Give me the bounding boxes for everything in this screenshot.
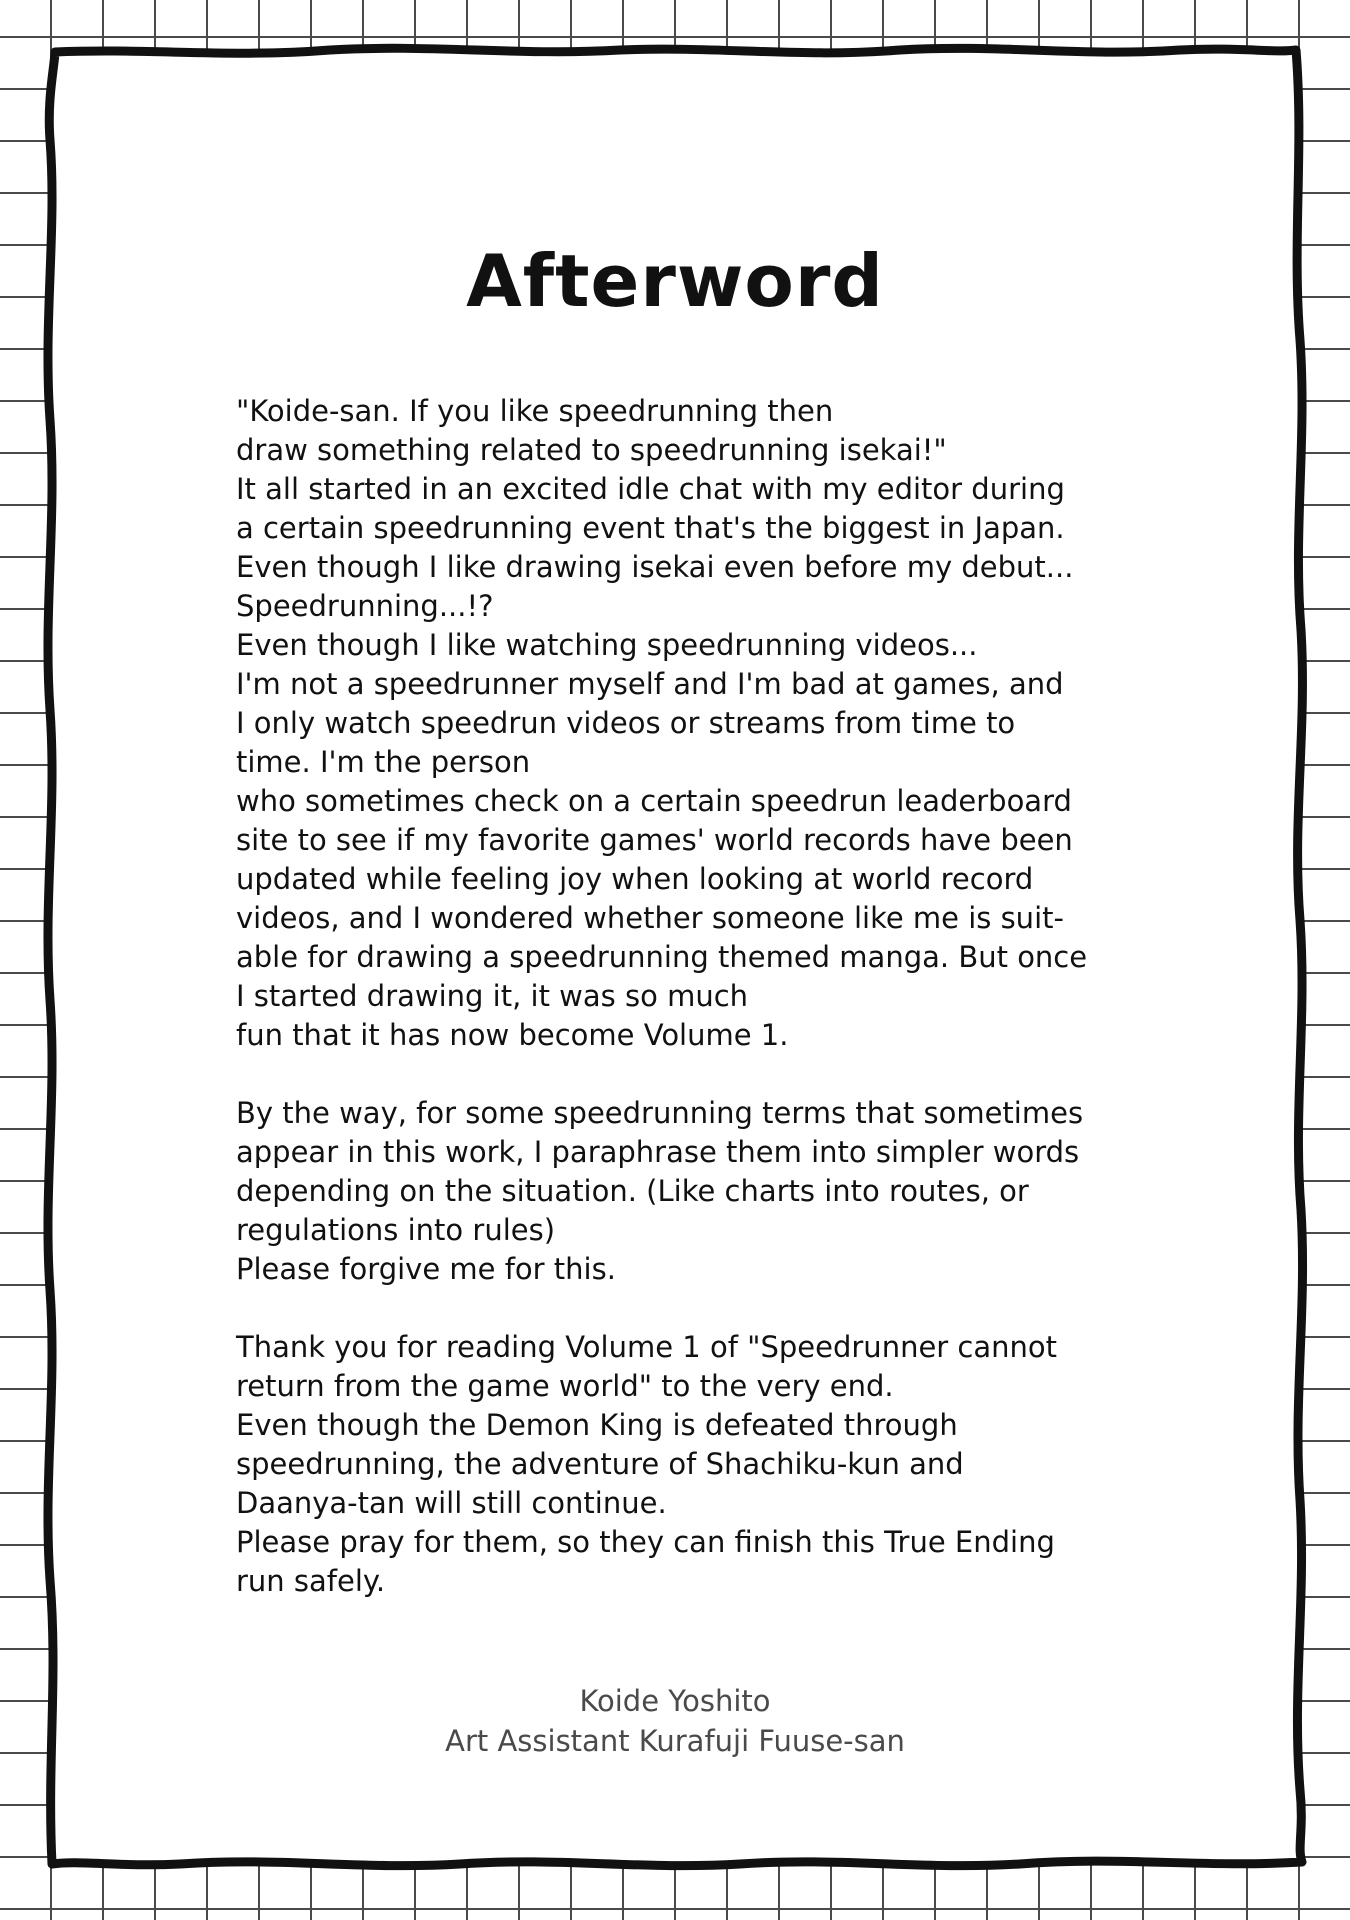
credits [0,1681,1350,1761]
text-line: depending on the situation. (Like charts into routes, or [236,1174,1029,1208]
text-line: able for drawing a speedrunning themed manga. But once [236,940,1088,974]
text-line: Thank you for reading Volume 1 of "Speedrunner cannot [236,1330,1058,1364]
paragraph-spacer [236,1289,1136,1328]
text-line: time. I'm the person [236,745,531,779]
text-line: "Koide-san. If you like speedrunning then [236,394,834,428]
text-line: I'm not a speedrunner myself and I'm bad at games, and [236,667,1064,701]
text-line: fun that it has now become Volume 1. [236,1018,789,1052]
text-line: I only watch speedrun videos or streams from time to [236,706,1016,740]
paragraph-thanks [236,1328,1136,1601]
text-line: It all started in an excited idle chat with my editor during [236,472,1065,506]
text-line: Please pray for them, so they can finish this True Ending [236,1525,1055,1559]
text-line: return from the game world" to the very end. [236,1369,894,1403]
text-line: updated while feeling joy when looking at world record [236,862,1034,896]
text-line: speedrunning, the adventure of Shachiku-kun and [236,1447,964,1481]
text-line: Even though I like watching speedrunning videos... [236,628,978,662]
text-line: who sometimes check on a certain speedrun leaderboard [236,784,1072,818]
text-line: videos, and I wondered whether someone like me is suit- [236,901,1064,935]
text-line: Speedrunning...!? [236,589,494,623]
paragraph-intro [236,392,1136,1055]
page-title: Afterword [466,239,884,323]
text-line: run safely. [236,1564,386,1598]
paragraph-spacer [236,1055,1136,1094]
text-line: Even though I like drawing isekai even before my debut... [236,550,1074,584]
text-line: draw something related to speedrunning isekai!" [236,433,947,467]
afterword-body [236,392,1136,1601]
text-line: appear in this work, I paraphrase them into simpler words [236,1135,1080,1169]
text-line: Daanya-tan will still continue. [236,1486,667,1520]
text-line: site to see if my favorite games' world records have been [236,823,1073,857]
text-line: I started drawing it, it was so much [236,979,749,1013]
assistant-credit: Art Assistant Kurafuji Fuuse-san [445,1724,905,1758]
text-line: a certain speedrunning event that's the biggest in Japan. [236,511,1065,545]
author-name: Koide Yoshito [579,1684,771,1718]
text-line: regulations into rules) [236,1213,556,1247]
text-line: By the way, for some speedrunning terms that sometimes [236,1096,1084,1130]
text-line: Even though the Demon King is defeated through [236,1408,958,1442]
text-line: Please forgive me for this. [236,1252,616,1286]
paragraph-terms [236,1094,1136,1289]
